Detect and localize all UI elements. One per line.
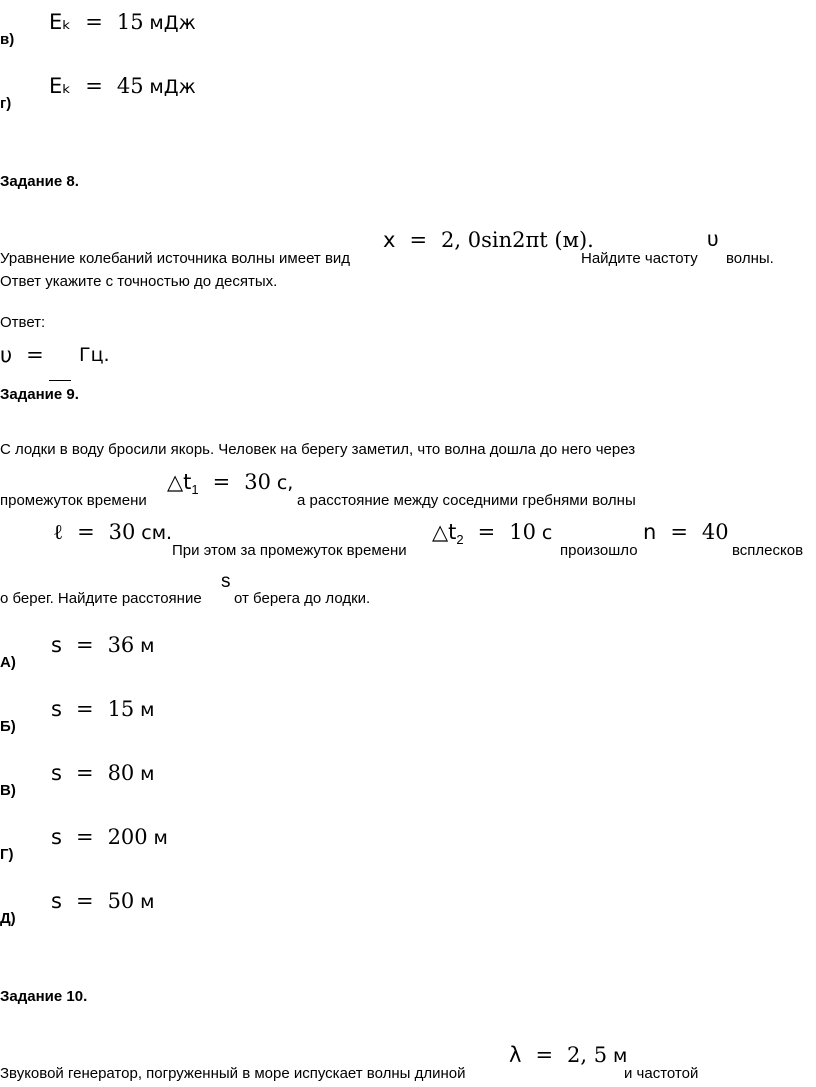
- task9-line2-b: а расстояние между соседними гребнями волны: [297, 492, 636, 509]
- task9-line3-b: произошло: [560, 542, 638, 559]
- option-b-formula: s = 15 м: [51, 697, 155, 721]
- prev-option-g-formula: Eₖ = 45 мДж: [49, 74, 196, 98]
- task8-formula: x = 2, 0sin2πt (м).: [383, 228, 594, 252]
- option-a-letter: А): [0, 654, 16, 671]
- task9-line2-a: промежуток времени: [0, 492, 147, 509]
- task9-s-symbol: s: [221, 571, 231, 592]
- task8-text-b: Найдите частоту: [581, 250, 698, 267]
- task9-line4-a: о берег. Найдите расстояние: [0, 590, 202, 607]
- task10-text-b: и частотой: [624, 1065, 699, 1082]
- ek-symbol: Eₖ: [49, 74, 72, 98]
- task8-text-c: волны.: [726, 250, 774, 267]
- task10-heading: Задание 10.: [0, 988, 88, 1005]
- task8-text-a: Уравнение колебаний источника волны имеет вид: [0, 250, 351, 267]
- task8-answer-formula: υ =: [0, 343, 44, 367]
- task8-line2: Ответ укажите с точностью до десятых.: [0, 273, 278, 290]
- prev-option-v-letter: в): [0, 31, 15, 48]
- task8-answer-label: Ответ:: [0, 314, 46, 331]
- ek-symbol: Eₖ: [49, 10, 72, 34]
- task10-text-a: Звуковой генератор, погруженный в море испускает волны длиной: [0, 1065, 466, 1082]
- answer-blank[interactable]: [49, 380, 71, 381]
- option-d-formula: s = 50 м: [51, 889, 155, 913]
- task9-dt1-formula: $\triangle t_1 = 30$ с,: [167, 470, 294, 497]
- option-a-formula: s = 36 м: [51, 633, 155, 657]
- task9-line3-a: При этом за промежуток времени: [172, 542, 407, 559]
- task8-nu-symbol: υ: [707, 228, 719, 251]
- option-b-letter: Б): [0, 718, 16, 735]
- task9-ell-formula: ℓ = 30 см.: [53, 520, 173, 544]
- prev-option-v-formula: Eₖ = 15 мДж: [49, 10, 196, 34]
- option-g-formula: s = 200 м: [51, 825, 168, 849]
- option-g-letter: Г): [0, 846, 14, 863]
- prev-option-g-letter: г): [0, 95, 12, 112]
- task9-line3-c: всплесков: [732, 542, 804, 559]
- option-v-formula: s = 80 м: [51, 761, 155, 785]
- task10-lambda-formula: λ = 2, 5 м: [509, 1043, 628, 1067]
- task9-line1: С лодки в воду бросили якорь. Человек на берегу заметил, что волна дошла до него через: [0, 441, 636, 458]
- task8-answer-unit: Гц.: [79, 344, 110, 366]
- task9-n-formula: n = 40: [643, 520, 729, 544]
- task9-line4-b: от берега до лодки.: [234, 590, 371, 607]
- task8-heading: Задание 8.: [0, 173, 79, 190]
- task9-dt2-formula: $\triangle t_2 = 10$ с: [432, 520, 553, 547]
- option-d-letter: Д): [0, 910, 16, 927]
- option-v-letter: В): [0, 782, 16, 799]
- task9-heading: Задание 9.: [0, 386, 79, 403]
